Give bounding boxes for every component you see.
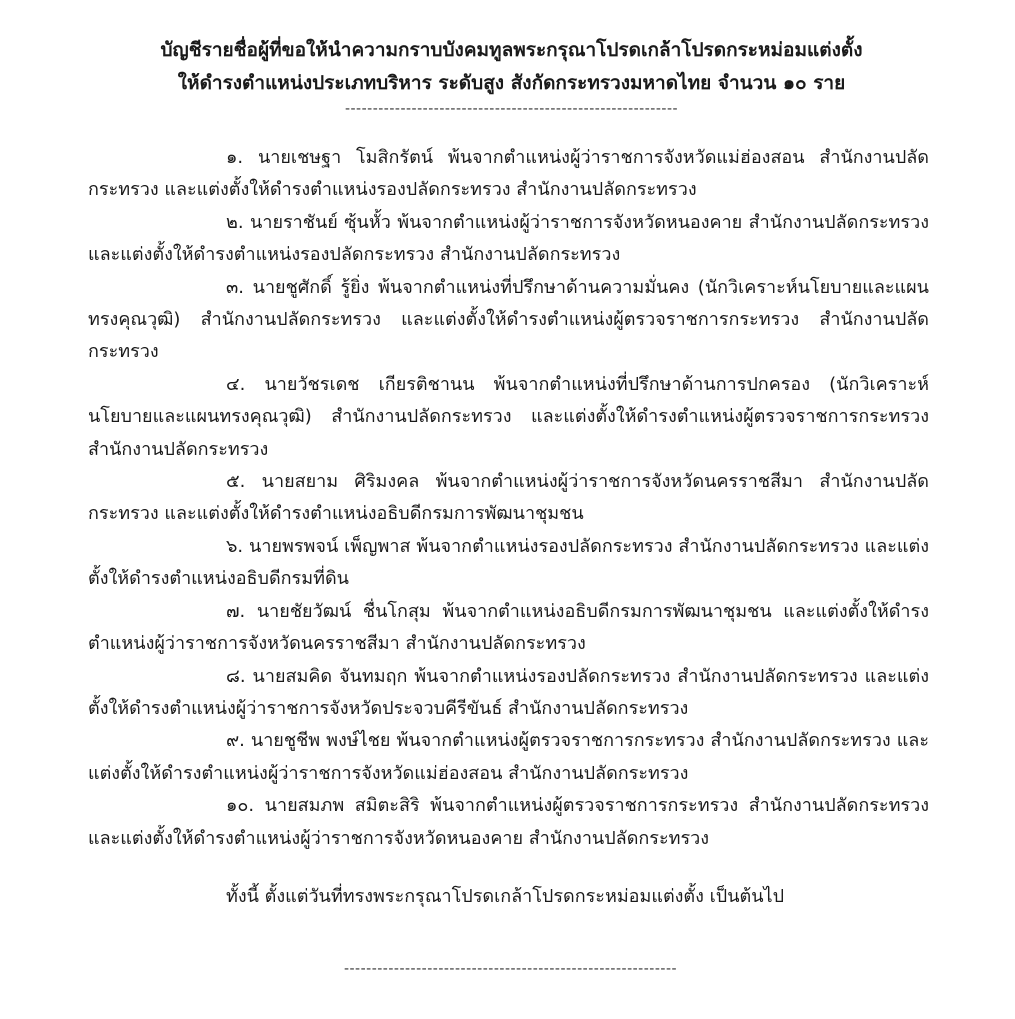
list-item-5: ๕. นายสยาม ศิริมงคล พ้นจากตำแหน่งผู้ว่าราชการจังหวัดนครราชสีมา สำนักงานปลัดกระทรวง และแต่งตั้งให้ดำรงตำแหน่งอธิบดีกรมการพัฒนาชุมชน — [88, 471, 929, 525]
list-item-10: ๑๐. นายสมภพ สมิตะสิริ พ้นจากตำแหน่งผู้ตรวจราชการกระทรวง สำนักงานปลัดกระทรวง และแต่งตั้งให้ดำรงตำแหน่งผู้ว่าราชการจังหวัดหนองคาย สำนักงานปลัดกระทรวง — [88, 795, 929, 849]
closing-statement: ทั้งนี้ ตั้งแต่วันที่ทรงพระกรุณาโปรดเกล้าโปรดกระหม่อมแต่งตั้ง เป็นต้นไป — [226, 885, 784, 907]
list-item-7: ๗. นายชัยวัฒน์ ชื่นโกสุม พ้นจากตำแหน่งอธิบดีกรมการพัฒนาชุมชน และแต่งตั้งให้ดำรงตำแหน่งผู้ว่าราชการจังหวัดนครราชสีมา สำนักงานปลัดกระทรวง — [88, 600, 929, 655]
top-separator: ------------------------------------------------------------ — [344, 101, 679, 117]
list-item-1: ๑. นายเชษฐา โมสิกรัตน์ พ้นจากตำแหน่งผู้ว่าราชการจังหวัดแม่ฮ่องสอน สำนักงานปลัดกระทรวง และแต่งตั้งให้ดำรงตำแหน่งรองปลัดกระทรวง สำนักงานปลัดกระทรวง — [88, 147, 929, 201]
list-item-3: ๓. นายชูศักดิ์ รู้ยิ่ง พ้นจากตำแหน่งที่ปรึกษาด้านความมั่นคง (นักวิเคราะห์นโยบายและแผนทรงคุณวุฒิ) สำนักงานปลัดกระทรวง และแต่งตั้งให้ดำรงตำแหน่งผู้ตรวจราชการกระทรวง สำนักงานปลัดกระทรวง — [88, 276, 929, 363]
list-item-6: ๖. นายพรพจน์ เพ็ญพาส พ้นจากตำแหน่งรองปลัดกระทรวง สำนักงานปลัดกระทรวง และแต่งตั้งให้ดำรงตำแหน่งอธิบดีกรมที่ดิน — [88, 535, 929, 590]
list-item-8: ๘. นายสมคิด จันทมฤก พ้นจากตำแหน่งรองปลัดกระทรวง สำนักงานปลัดกระทรวง และแต่งตั้งให้ดำรงตำแหน่งผู้ว่าราชการจังหวัดประจวบคีรีขันธ์ สำนักงานปลัดกระทรวง — [88, 665, 929, 719]
appointment-list — [88, 142, 929, 855]
bottom-separator: ------------------------------------------------------------ — [343, 961, 678, 977]
list-item-9: ๙. นายชูชีพ พงษ์ไชย พ้นจากตำแหน่งผู้ตรวจราชการกระทรวง สำนักงานปลัดกระทรวง และแต่งตั้งให้ดำรงตำแหน่งผู้ว่าราชการจังหวัดแม่ฮ่องสอน สำนักงานปลัดกระทรวง — [88, 730, 929, 784]
document-title-line-1: บัญชีรายชื่อผู้ที่ขอให้นำความกราบบังคมทูลพระกรุณาโปรดเกล้าโปรดกระหม่อมแต่งตั้ง — [160, 39, 863, 61]
list-item-2: ๒. นายราชันย์ ซุ้นหั้ว พ้นจากตำแหน่งผู้ว่าราชการจังหวัดหนองคาย สำนักงานปลัดกระทรวง และแต่งตั้งให้ดำรงตำแหน่งรองปลัดกระทรวง สำนักงานปลัดกระทรวง — [88, 211, 929, 266]
document-title-line-2: ให้ดำรงตำแหน่งประเภทบริหาร ระดับสูง สังกัดกระทรวงมหาดไทย จำนวน ๑๐ ราย — [177, 72, 846, 94]
list-item-4: ๔. นายวัชรเดช เกียรติชานน พ้นจากตำแหน่งที่ปรึกษาด้านการปกครอง (นักวิเคราะห์นโยบายและแผนทรงคุณวุฒิ) สำนักงานปลัดกระทรวง และแต่งตั้งให้ดำรงตำแหน่งผู้ตรวจราชการกระทรวง สำนักงานปลัดกระทรวง — [88, 373, 929, 460]
